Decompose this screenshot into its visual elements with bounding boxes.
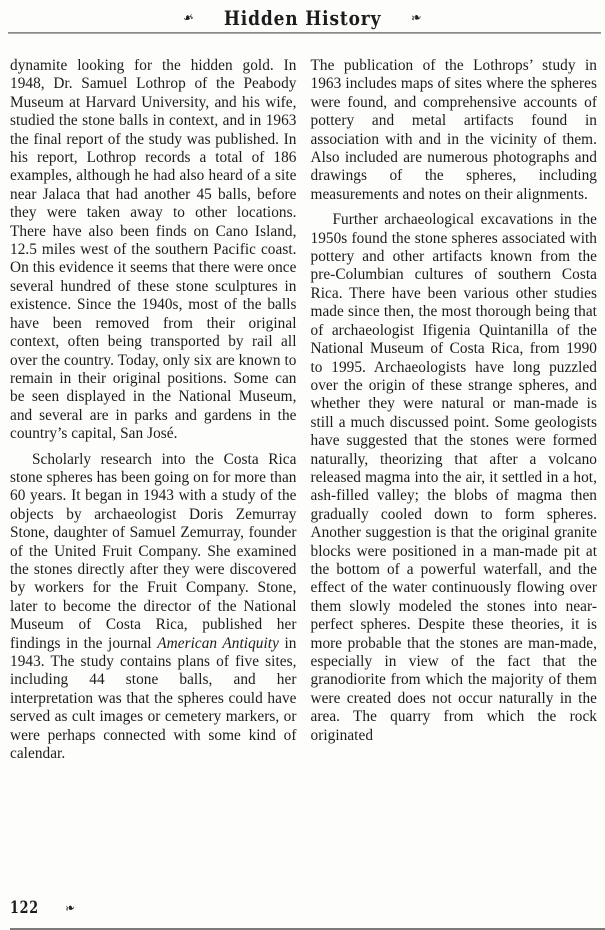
paragraph-text: dynamite looking for the hidden gold. In 1948, Dr. Samuel Lothrop of the Peabody Museum at Harvard University, and his wife, studied the stone balls in context, and in 1963 the final report of the study was published. In his report, Lothrop records a total of 186 examples, although he had also heard of a site near Jalaca that had another 45 balls, before they were taken away to other locations. There have also been finds on Cano Island, 12.5 miles west of the southern Pacific coast. On this evidence it seems that there were once several hundred of these stone sculptures in existence. Since the 1940s, most of the balls have been removed from their original context, often being transported by rail all over the country. Today, only six are known to remain in their original positions. Some can be seen displayed in the National Museum, and several are in parks and gardens in the country’s capital, San José. (10, 57, 297, 443)
header-right-fleuron-icon: ❧ (409, 9, 424, 27)
column-right (311, 57, 598, 763)
paragraph-text: Scholarly research into the Costa Rica stone spheres has been going on for more than 60 years. It began in 1943 with a study of the objects by archaeologist Doris Zemurray Stone, daughter of Samuel Zemurray, founder of the United Fruit Company. She examined the stones directly after they were discovered by workers for the Fruit Company. Stone, later to become the director of the National Museum of Costa Rica, published her findings in the journal (10, 450, 297, 652)
body-paragraph (311, 211, 598, 745)
page-number: 122 (10, 898, 39, 918)
running-head-title: Hidden History (223, 6, 382, 30)
body-paragraph (311, 57, 598, 204)
body-paragraph (10, 57, 297, 444)
journal-title-italic: American Antiquity (157, 634, 279, 652)
text-columns (10, 57, 597, 763)
footer-fleuron-icon: ❧ (63, 900, 76, 916)
paragraph-text: Further archaeological excavations in the 1950s found the stone spheres associated with pottery and other artifacts known from the pre-Columbian cultures of southern Costa Rica. There have been various other studies made since then, the most thorough being that of archaeologist Ifigenia Quintanilla of the National Museum of Costa Rica, from 1990 to 1995. Archaeologists have long puzzled over the origin of these strange spheres, and whether they were natural or man-made is still a much discussed point. Some geologists have suggested that the stones were formed naturally, theorizing that after a volcano released magma into the air, it settled in a hot, ash-filled valley; the blobs of magma then gradually cooled down to form spheres. Another suggestion is that the original granite blocks were positioned in a man-made pit at the bottom of a powerful waterfall, and the effect of the water continuously flowing over them slowly modeled the stones into near-perfect spheres. Despite these theories, it is more probable that the stones are man-made, especially in view of the fact that the granodiorite from which the majority of them were created does not occur naturally in the area. The quarry from which the rock originated (310, 211, 597, 744)
paragraph-text: in 1943. The study contains plans of five sites, including 44 stone balls, and her interpretation was that the spheres could have served as cult images or cemetery markers, or were perhaps connected with some kind of calendar. (10, 634, 297, 763)
header-rule (8, 32, 601, 34)
column-left (10, 57, 297, 763)
page-header (0, 5, 605, 31)
paragraph-text: The publication of the Lothrops’ study in 1963 includes maps of sites where the spheres were found, and comprehensive accounts of pottery and metal artifacts found in association with and in the vicinity of them. Also included are numerous photographs and drawings of the spheres, including measurements and notes on their alignments. (310, 57, 597, 203)
body-paragraph (10, 451, 297, 764)
page-footer (10, 898, 75, 918)
header-left-fleuron-icon: ❧ (181, 9, 196, 27)
